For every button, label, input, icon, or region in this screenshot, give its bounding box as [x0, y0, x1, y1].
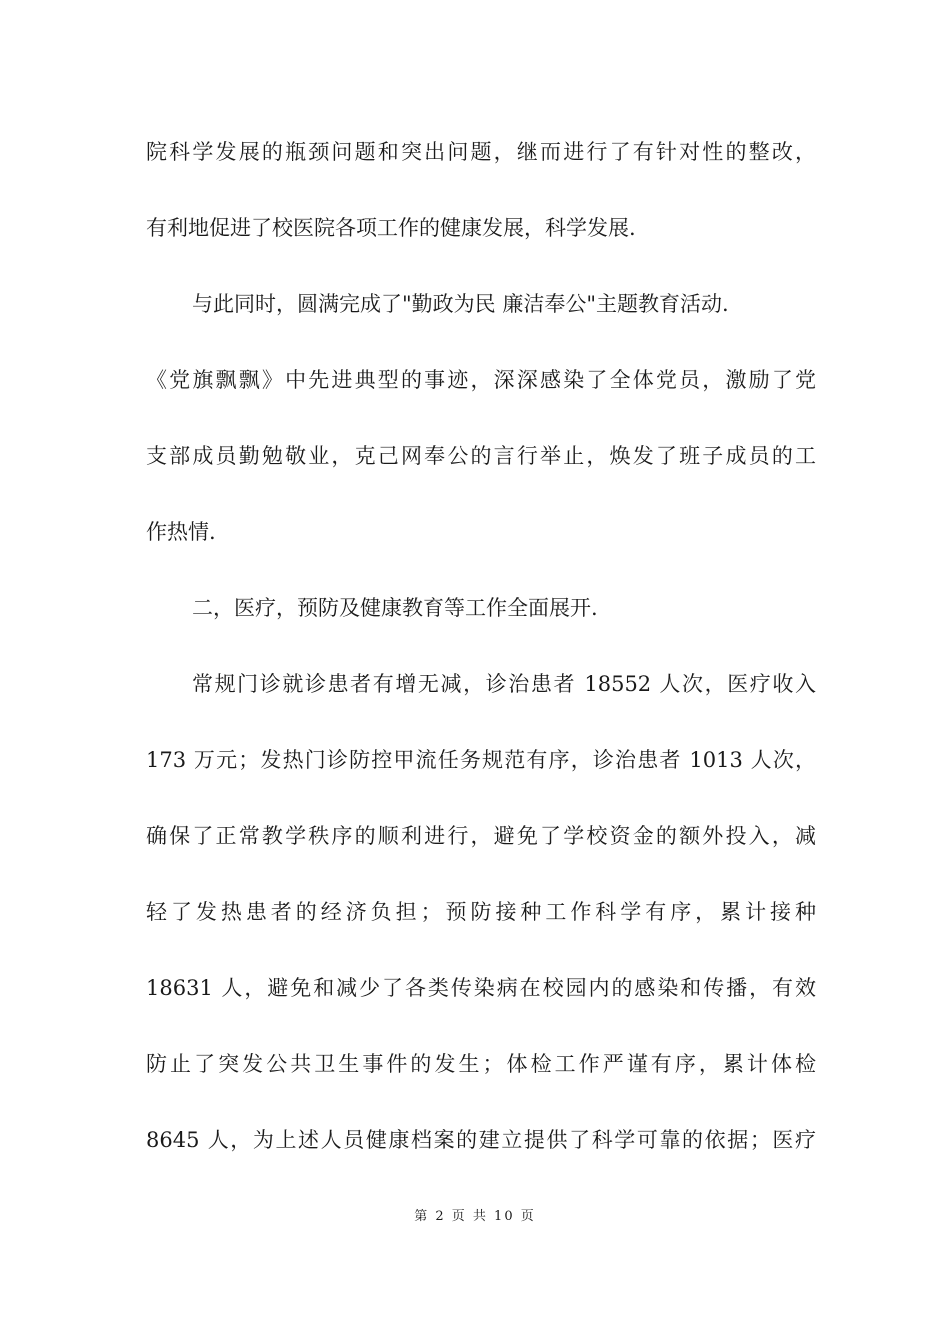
section-heading: 二，医疗，预防及健康教育等工作全面展开. [192, 596, 598, 620]
paragraph-line: 常规门诊就诊患者有增无减，诊治患者 18552 人次，医疗收入 [192, 672, 816, 696]
paragraph-line: 8645 人，为上述人员健康档案的建立提供了科学可靠的依据；医疗 [146, 1128, 816, 1152]
paragraph-line: 《党旗飘飘》中先进典型的事迹，深深感染了全体党员，激励了党 [146, 368, 816, 392]
paragraph-line: 173 万元；发热门诊防控甲流任务规范有序，诊治患者 1013 人次， [146, 748, 816, 772]
paragraph-line: 有利地促进了校医院各项工作的健康发展，科学发展. [146, 216, 636, 240]
page-number-footer: 第 2 页 共 10 页 [414, 1209, 536, 1224]
paragraph-line: 作热情. [146, 520, 216, 544]
paragraph-line: 院科学发展的瓶颈问题和突出问题，继而进行了有针对性的整改， [146, 140, 816, 164]
paragraph-line: 防止了突发公共卫生事件的发生；体检工作严谨有序，累计体检 [146, 1052, 816, 1076]
paragraph-line: 确保了正常教学秩序的顺利进行，避免了学校资金的额外投入，减 [146, 824, 816, 848]
paragraph-line: 与此同时，圆满完成了"勤政为民 廉洁奉公"主题教育活动. [192, 292, 729, 316]
paragraph-line: 轻了发热患者的经济负担；预防接种工作科学有序，累计接种 [146, 900, 816, 924]
paragraph-line: 支部成员勤勉敬业，克己网奉公的言行举止，焕发了班子成员的工 [146, 444, 816, 468]
paragraph-line: 18631 人，避免和减少了各类传染病在校园内的感染和传播，有效 [146, 976, 816, 1000]
